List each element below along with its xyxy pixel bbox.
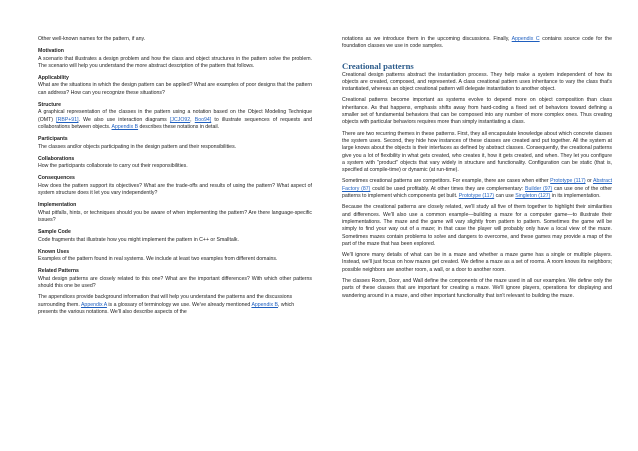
boo94-link[interactable]: Boo94] <box>194 116 212 123</box>
paragraph-2: Creational patterns become important as systems evolve to depend more on object composition than class inheritance. As that happens, emphasis shifts away from hard-coding a fixed set of behaviors toward defining a smaller set of fundamental behaviors that can be composed into any number of more complex ones. Thus creating objects with particular behaviors requires more than simply instantiating a class. <box>342 97 612 126</box>
implementation-text: What pitfalls, hints, or techniques should you be aware of when implementing the pattern? Are there language-specific issues? <box>38 209 312 223</box>
structure-heading: Structure <box>38 102 62 109</box>
appendices-text-1: The appendices provide background information that will help you understand the patterns and the discussions surrounding them. <box>38 294 293 308</box>
motivation-text: A scenario that illustrates a design problem and how the class and object structures in the pattern solve the problem. The scenario will help you understand the more abstract description of the pattern that follows. <box>38 55 312 69</box>
consequences-text: How does the pattern support its objectives? What are the trade-offs and results of using the pattern? What aspect of system structure does it let you vary independently? <box>38 182 312 197</box>
collaborations-heading: Collaborations <box>38 155 75 162</box>
paragraph-6: We'll ignore many details of what can be in a maze and whether a maze game has a single or multiple players. Instead, we'll just focus on how mazes get created. We define a maze as a set of rooms. A room knows its neighbors; possible neighbors are another room, a wall, or a door to another room. <box>342 252 612 273</box>
structure-text <box>38 109 312 131</box>
rbp91-link[interactable]: [RBP+91] <box>56 116 79 123</box>
related-patterns-heading: Related Patterns <box>38 268 79 275</box>
builder-link[interactable]: Builder (97) <box>525 185 553 192</box>
paragraph-4-text-6: in its implementation. <box>550 193 601 200</box>
abstract-factory-link[interactable]: Abstract Factory (87) <box>342 178 613 192</box>
paragraph-1: Creational design patterns abstract the instantiation process. They help make a system independent of how its objects are created, composed, and represented. A class creational pattern uses inheritance to vary the class that's instantiated, whereas an object creational pattern will delegate instantiation to another object. <box>342 71 612 93</box>
section-title: Creational patterns <box>342 60 414 71</box>
right-intro-text-2: contains source code for the foundation classes we use in code samples. <box>342 36 612 50</box>
appendix-a-link[interactable]: Appendix A <box>80 301 107 308</box>
appendix-c-link[interactable]: Appendix C <box>511 36 540 42</box>
structure-text-1: A graphical representation of the classes in the pattern using a notation based on the Object Modeling Technique (OMT) <box>38 109 312 123</box>
appendix-b-link[interactable]: Appendix B <box>111 123 139 130</box>
paragraph-4-text-5: can use <box>494 193 516 200</box>
right-column <box>342 36 612 304</box>
sample-code-heading: Sample Code <box>38 229 71 236</box>
sample-code-text: Code fragments that illustrate how you might implement the pattern in C++ or Smalltalk. <box>38 236 239 243</box>
applicability-heading: Applicability <box>38 75 69 82</box>
prototype-link-2[interactable]: Prototype (117) <box>458 193 495 200</box>
known-uses-heading: Known Uses <box>38 248 70 255</box>
paragraph-3: There are two recurring themes in these patterns. First, they all encapsulate knowledge about which concrete classes the system uses. Second, they hide how instances of these classes are created and put together. All the system at large knows about the objects is their interfaces as defined by abstract classes. Consequently, the creational patterns give you a lot of flexibility in what gets created, who creates it, how it gets created, and when. They let you configure a system with "product" objects that vary widely in structure and functionality. Configuration can be static (that is, specified at compile-time) or dynamic (at run-time). <box>342 130 612 174</box>
right-intro-text <box>342 36 612 51</box>
appendices-text <box>38 294 312 316</box>
jcjo92-link[interactable]: [JCJO92 <box>169 116 191 123</box>
structure-text-4: to illustrate sequences of requests and collaborations between objects. <box>38 116 312 130</box>
paragraph-5: Because the creational patterns are closely related, we'll study all five of them together to highlight their similarities and differences. We'll also use a common example—building a maze for a computer game—to illustrate their implementations. The maze and the game will vary slightly from pattern to pattern. Sometimes the game will be simply to find your way out of a maze; in that case the player will probably only have a local view of the maze. Sometimes mazes contain problems to solve and dangers to overcome, and these games may provide a map of the part of the maze that has been explored. <box>342 204 612 247</box>
right-intro-text-1: notations as we introduce them in the upcoming discussions. Finally, <box>342 36 512 42</box>
structure-text-5: describes these notations in detail. <box>138 123 220 130</box>
paragraph-4-text-3: could be used profitably. At other times they are complementary: <box>370 185 526 192</box>
appendix-b-link-2[interactable]: Appendix B <box>251 301 278 308</box>
consequences-heading: Consequences <box>38 175 75 182</box>
singleton-link[interactable]: Singleton (127) <box>515 193 551 200</box>
structure-text-3: , <box>190 116 195 123</box>
motivation-heading: Motivation <box>38 48 64 55</box>
appendices-text-2: is a glossary of terminology we use. We've already mentioned <box>106 301 252 308</box>
appendices-text-3: , which presents the various notations. We'll also describe aspects of the <box>38 301 295 315</box>
left-column <box>38 36 312 320</box>
participants-text: The classes and/or objects participating in the design pattern and their responsibilities. <box>38 143 237 150</box>
paragraph-4-text-2: or <box>585 178 593 185</box>
participants-heading: Participants <box>38 136 68 143</box>
structure-text-2: . We also use interaction diagrams <box>78 116 170 123</box>
known-uses-text: Examples of the pattern found in real systems. We include at least two examples from different domains. <box>38 256 278 263</box>
paragraph-4-text-4: can use one of the other patterns to implement which components get built. <box>342 185 612 200</box>
collaborations-text: How the participants collaborate to carry out their responsibilities. <box>38 163 188 170</box>
related-patterns-text: What design patterns are closely related to this one? What are the important differences? With which other patterns should this one be used? <box>38 275 312 290</box>
paragraph-7: The classes Room, Door, and Wall define the components of the maze used in all our examples. We define only the parts of these classes that are important for creating a maze. We'll ignore players, operations for displaying and wandering around in a maze, and other important functionality that isn't relevant to building the maze. <box>342 278 612 299</box>
paragraph-4-text-1: Sometimes creational patterns are competitors. For example, there are cases when either <box>342 178 551 185</box>
prototype-link[interactable]: Prototype (117) <box>550 178 586 185</box>
paragraph-4 <box>342 178 612 200</box>
implementation-heading: Implementation <box>38 202 77 209</box>
applicability-text: What are the situations in which the design pattern can be applied? What are examples of poor designs that the pattern can address? How can you recognize these situations? <box>38 82 312 96</box>
intro-text: Other well-known names for the pattern, if any. <box>38 36 146 42</box>
